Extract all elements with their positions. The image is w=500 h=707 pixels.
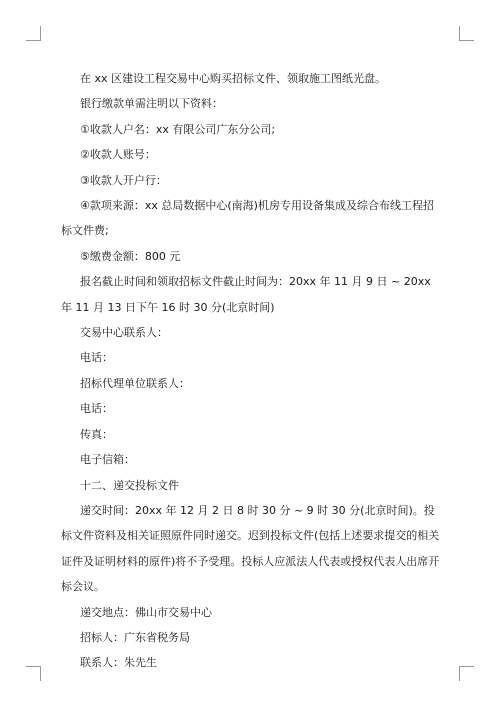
- paragraph-submission-time: 递交时间：20xx 年 12 月 2 日 8 时 30 分 ~ 9 时 30 分(北京时间)。投标文件资料及相关证照原件同时递交。迟到投标文件(包括上述要求提交的相关证件及证明材料的原件)将不予受理。投标人应派法人代表或授权代表人出席开标会议。: [61, 503, 440, 594]
- paragraph-payee-bank: ③收款人开户行：: [80, 173, 167, 187]
- paragraph-center-contact: 交易中心联系人：: [80, 326, 168, 340]
- paragraph-center-phone: 电话：: [80, 351, 113, 365]
- crop-mark-bottom-right: [459, 666, 474, 681]
- paragraph-contact-person: 联系人：朱先生: [80, 656, 157, 670]
- paragraph-bank-slip-note: 银行缴款单需注明以下资料：: [80, 97, 223, 111]
- paragraph-fund-source: ④款项来源：xx 总局数据中心(南海)机房专用设备集成及综合布线工程招标文件费;: [61, 199, 434, 238]
- crop-mark-top-left: [26, 26, 41, 41]
- paragraph-email: 电子信箱：: [80, 453, 135, 467]
- paragraph-agency-phone: 电话：: [80, 402, 113, 416]
- paragraph-submission-location: 递交地点：佛山市交易中心: [80, 605, 212, 619]
- paragraph-payee-account: ②收款人账号：: [80, 148, 156, 162]
- paragraph-fax: 传真：: [80, 427, 113, 441]
- paragraph-fee-amount: ⑤缴费金额：800 元: [80, 249, 181, 263]
- paragraph-tenderer: 招标人：广东省税务局: [80, 630, 190, 644]
- crop-mark-top-right: [459, 26, 474, 41]
- paragraph-registration-deadline: 报名截止时间和领取招标文件截止时间为：20xx 年 11 月 9 日 ~ 20xx 年 11 月 13 日下午 16 时 30 分(北京时间): [61, 275, 431, 314]
- paragraph-agency-contact: 招标代理单位联系人：: [80, 376, 190, 390]
- crop-mark-bottom-left: [26, 666, 41, 681]
- paragraph-purchase-docs: 在 xx 区建设工程交易中心购买招标文件、领取施工图纸光盘。: [80, 72, 387, 85]
- paragraph-payee-name: ①收款人户名：xx 有限公司广东分公司;: [80, 122, 276, 136]
- document-body: [61, 66, 441, 676]
- section-heading-submit-bids: 十二、递交投标文件: [80, 478, 179, 492]
